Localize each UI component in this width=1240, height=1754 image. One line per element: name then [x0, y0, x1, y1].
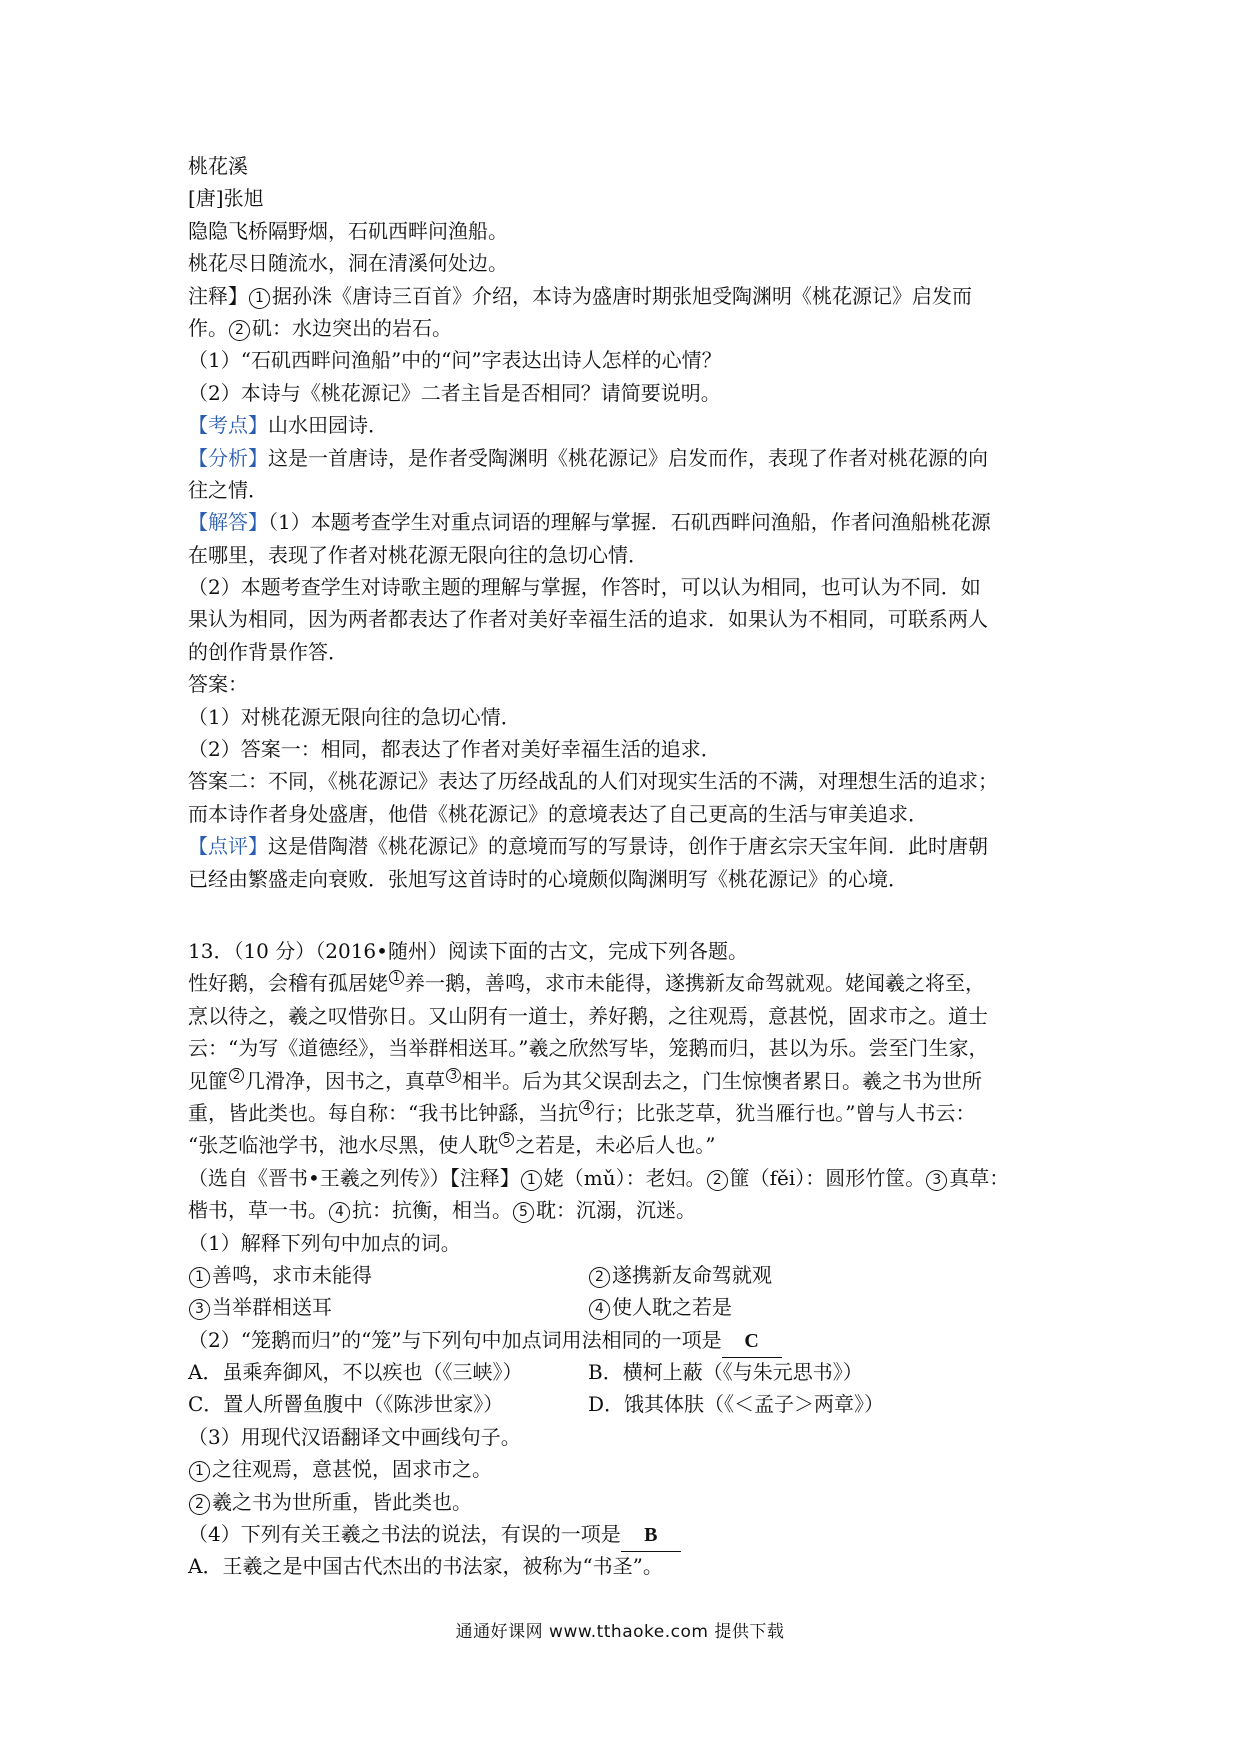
option-c: C．置人所罾鱼腹中（《陈涉世家》） — [188, 1392, 504, 1417]
jieda-cont: 的创作背景作答． — [188, 639, 348, 664]
answer-line: 而本诗作者身处盛唐，他借《桃花源记》的意境表达了自己更高的生活与审美追求． — [188, 801, 928, 826]
item-text: 当举群相送耳 — [212, 1295, 332, 1320]
kaodian-text: 山水田园诗． — [268, 413, 388, 438]
circled-number: 1 — [189, 1267, 210, 1288]
poem-line: 桃花尽日随流水，洞在清溪何处边。 — [188, 251, 508, 276]
question-header: 13．（10 分）（2016•随州）阅读下面的古文，完成下列各题。 — [188, 938, 748, 963]
option-b: B．横柯上蔽（《与朱元思书》） — [588, 1360, 863, 1385]
passage-line — [188, 967, 1068, 999]
passage-line — [188, 1097, 1068, 1129]
sub-item — [188, 1291, 588, 1323]
sub-question: （1）解释下列句中加点的词。 — [188, 1230, 461, 1255]
passage-text: 几滑净，因书之，真草 — [245, 1068, 445, 1093]
passage-text: 性好鹅，会稽有孤居姥 — [188, 971, 388, 996]
circled-number: 2 — [707, 1170, 728, 1191]
note-text: 耽：沉溺，沉迷。 — [536, 1198, 696, 1223]
source-notes — [188, 1162, 1068, 1194]
option-a: A．王羲之是中国古代杰出的书法家，被称为“书圣”。 — [188, 1554, 663, 1579]
dianping-cont: 已经由繁盛走向衰败．张旭写这首诗时的心境颇似陶渊明写《桃花源记》的心境． — [188, 866, 908, 891]
circled-sup: 5 — [499, 1132, 514, 1147]
passage-line: 云：“为写《道德经》，当举群相送耳。”羲之欣然写毕，笼鹅而归，甚以为乐。尝至门生家， — [188, 1036, 989, 1061]
sub-question-text: （2）“笼鹅而归”的“笼”与下列句中加点词用法相同的一项是 — [188, 1327, 722, 1352]
circled-number: 1 — [189, 1461, 210, 1482]
fenxi — [188, 442, 1068, 474]
circled-number: 3 — [189, 1299, 210, 1320]
sub-items — [188, 1259, 1068, 1291]
jieda — [188, 506, 1068, 538]
sub-question — [188, 1324, 1068, 1356]
options-row — [188, 1388, 1068, 1420]
item-text: 遂携新友命驾就观 — [612, 1262, 772, 1287]
question: （2）本诗与《桃花源记》二者主旨是否相同？请简要说明。 — [188, 380, 721, 405]
passage-text: 见篚 — [188, 1068, 228, 1093]
jieda-cont: （2）本题考查学生对诗歌主题的理解与掌握，作答时，可以认为相同，也可认为不同．如 — [188, 575, 981, 600]
passage-text: 养一鹅，善鸣，求市未能得，遂携新友命驾就观。姥闻羲之将至， — [405, 971, 985, 996]
circled-number: 1 — [249, 288, 270, 309]
source-notes — [188, 1194, 1068, 1226]
options-row — [188, 1356, 1068, 1388]
fenxi-text: 这是一首唐诗，是作者受陶渊明《桃花源记》启发而作，表现了作者对桃花源的向 — [268, 445, 988, 470]
item-text: 羲之书为世所重，皆此类也。 — [212, 1489, 472, 1514]
sub-question-text: （4）下列有关王羲之书法的说法，有误的一项是 — [188, 1522, 621, 1547]
passage-text: “张芝临池学书，池水尽黑，使人耽 — [188, 1133, 499, 1158]
document-body — [188, 150, 1068, 1583]
item-text: 使人耽之若是 — [612, 1295, 732, 1320]
page-footer: 通通好课网 www.tthaoke.com 提供下载 — [455, 1622, 785, 1642]
poem-note — [188, 312, 1068, 344]
question: （1）“石矶西畔问渔船”中的“问”字表达出诗人怎样的心情？ — [188, 348, 722, 373]
answer-line: 答案二：不同，《桃花源记》表达了历经战乱的人们对现实生活的不满，对理想生活的追求； — [188, 769, 998, 794]
circled-number: 2 — [229, 320, 250, 341]
note-text: 姥（mǔ）：老妇。 — [543, 1165, 706, 1190]
kaodian-tag: 【考点】 — [188, 413, 268, 438]
passage-text: 行；比张芝草，犹当雁行也。”曾与人书云： — [595, 1100, 976, 1125]
passage-line: 烹以待之，羲之叹惜弥日。又山阴有一道士，养好鹅，之往观焉，意甚悦，固求市之。道士 — [188, 1003, 988, 1028]
poem-title: 桃花溪 — [188, 154, 248, 178]
poem-author: [唐]张旭 — [188, 186, 264, 211]
dianping — [188, 830, 1068, 862]
answer-line: （2）答案一：相同，都表达了作者对美好幸福生活的追求． — [188, 737, 721, 762]
note-label: 注释】 — [188, 283, 248, 308]
circled-number: 4 — [589, 1299, 610, 1320]
option-a: A．虽乘奔御风，不以疾也（《三峡》） — [188, 1360, 523, 1385]
note-text: （选自《晋书•王羲之列传》）【注释】 — [188, 1165, 520, 1190]
passage-line — [188, 1129, 1068, 1161]
fenxi-cont: 往之情． — [188, 477, 268, 502]
answer-label: 答案： — [188, 672, 248, 697]
circled-sup: 2 — [229, 1068, 244, 1083]
circled-number: 5 — [513, 1202, 534, 1223]
note-text: 篚（fěi）：圆形竹筐。 — [729, 1165, 926, 1190]
dianping-text: 这是借陶潜《桃花源记》的意境而写的写景诗，创作于唐玄宗天宝年间．此时唐朝 — [268, 834, 988, 859]
poem-line: 隐隐飞桥隔野烟，石矶西畔问渔船。 — [188, 218, 508, 243]
item-text: 善鸣，求市未能得 — [212, 1262, 372, 1287]
option-d: D．饿其体肤（《＜孟子＞两章》） — [588, 1392, 885, 1417]
circled-sup: 1 — [389, 970, 404, 985]
jieda-text: （1）本题考查学生对重点词语的理解与掌握．石矶西畔问渔船，作者问渔船桃花源 — [268, 510, 991, 535]
note-text: 抗：抗衡，相当。 — [352, 1198, 512, 1223]
circled-sup: 3 — [446, 1068, 461, 1083]
sub-question — [188, 1518, 1068, 1550]
circled-number: 3 — [926, 1170, 947, 1191]
fenxi-tag: 【分析】 — [188, 445, 268, 470]
jieda-cont: 果认为相同，因为两者都表达了作者对美好幸福生活的追求．如果认为不相同，可联系两人 — [188, 607, 988, 632]
sub-item — [188, 1486, 1068, 1518]
answer-blank: C — [722, 1325, 782, 1358]
note-text: 矶：水边突出的岩石。 — [252, 315, 452, 340]
note-text: 据孙洙《唐诗三百首》介绍，本诗为盛唐时期张旭受陶渊明《桃花源记》启发而 — [272, 283, 972, 308]
note-text: 作。 — [188, 315, 228, 340]
poem-note — [188, 280, 1068, 312]
circled-number: 1 — [521, 1170, 542, 1191]
sub-question: （3）用现代汉语翻译文中画线句子。 — [188, 1424, 521, 1449]
note-text: 楷书，草一书。 — [188, 1198, 328, 1223]
jieda-tag: 【解答】 — [188, 510, 268, 535]
passage-text: 之若是，未必后人也。” — [515, 1133, 716, 1158]
circled-number: 2 — [589, 1267, 610, 1288]
dianping-tag: 【点评】 — [188, 834, 268, 859]
sub-item — [588, 1263, 772, 1287]
passage-line — [188, 1065, 1068, 1097]
sub-items — [188, 1291, 1068, 1323]
kaodian — [188, 409, 1068, 441]
section-gap — [188, 895, 1068, 935]
sub-item — [188, 1453, 1068, 1485]
passage-text: 相半。后为其父误刮去之，门生惊懊者累日。羲之书为世所 — [462, 1068, 982, 1093]
circled-sup: 4 — [579, 1100, 594, 1115]
passage-text: 重，皆此类也。每自称：“我书比钟繇，当抗 — [188, 1100, 579, 1125]
item-text: 之往观焉，意甚悦，固求市之。 — [212, 1457, 492, 1482]
jieda-cont: 在哪里，表现了作者对桃花源无限向往的急切心情． — [188, 542, 648, 567]
circled-number: 4 — [329, 1202, 350, 1223]
answer-blank: B — [621, 1519, 681, 1552]
note-text: 真草： — [949, 1165, 1010, 1190]
sub-item — [188, 1259, 588, 1291]
sub-item — [588, 1295, 732, 1319]
answer-line: （1）对桃花源无限向往的急切心情． — [188, 704, 521, 729]
circled-number: 2 — [189, 1494, 210, 1515]
